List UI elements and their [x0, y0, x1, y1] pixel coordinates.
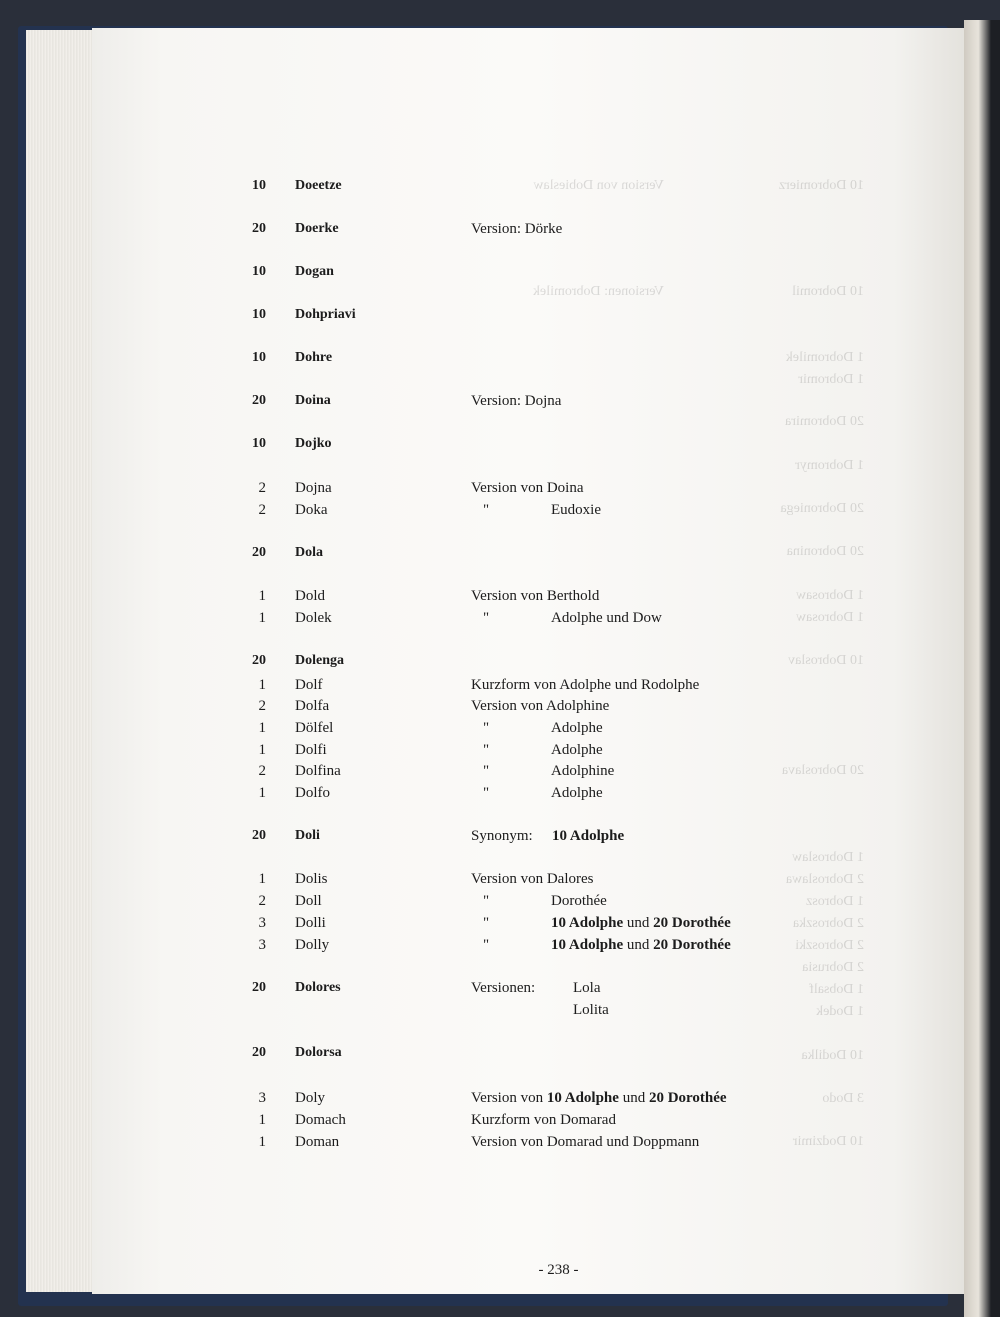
entry-row [0, 218, 1000, 240]
entry-number: 1 [258, 785, 266, 801]
entry-number: 1 [258, 720, 266, 736]
entry-name: Dolly [295, 937, 330, 953]
entry-name: Dolf [295, 677, 323, 693]
entry-row [0, 542, 1000, 564]
entry-number: 1 [258, 1112, 266, 1128]
entry-row [0, 175, 1000, 197]
entry-row [0, 1131, 1000, 1153]
entry-number: 20 [252, 221, 266, 236]
entry-row [0, 717, 1000, 739]
reference-part: 20 Dorothée [648, 1090, 727, 1106]
ditto-mark: " [483, 893, 490, 909]
reference-part: 20 Dorothée [653, 937, 731, 953]
entry-number: 1 [258, 588, 266, 604]
ditto-mark: " [483, 742, 490, 758]
entry-description: Version: Dörke [471, 221, 563, 237]
reference-part: und [618, 1090, 649, 1106]
entry-reference: Adolphe [551, 720, 603, 736]
reference-part: 10 Adolphe [551, 915, 624, 931]
ditto-mark: " [483, 763, 490, 779]
entry-number: 1 [258, 1134, 266, 1150]
reference-part: 10 Adolphe [551, 937, 624, 953]
entry-row [0, 261, 1000, 283]
entry-number: 2 [258, 502, 266, 518]
entry-name: Dojko [295, 436, 332, 451]
entry-description: Version von Dalores [471, 871, 594, 887]
entry-number: 1 [258, 677, 266, 693]
entry-row [0, 674, 1000, 696]
entry-name: Dojna [295, 480, 332, 496]
entry-description: Version von Adolphine [471, 698, 610, 714]
entry-reference: Adolphine [551, 763, 615, 779]
entry-number: 3 [258, 915, 266, 931]
entry-name: Dolek [295, 610, 332, 626]
entry-name: Dohpriavi [295, 307, 356, 322]
entry-name: Doina [295, 393, 331, 408]
reference-part: 10 Adolphe [546, 1090, 619, 1106]
entry-row [0, 977, 1000, 1018]
reference-part: Version von [471, 1090, 547, 1106]
entry-name: Dohre [295, 350, 333, 365]
entry-number: 20 [252, 828, 266, 843]
entry-label: Versionen: [471, 980, 536, 996]
entry-name: Dolfa [295, 698, 330, 714]
entry-row [0, 890, 1000, 912]
entry-reference [551, 912, 731, 934]
entry-reference [551, 934, 731, 956]
entry-description: Kurzform von Adolphe und Rodolphe [471, 677, 700, 693]
entry-number: 10 [252, 350, 266, 365]
ditto-mark: " [483, 785, 490, 801]
entry-row [0, 585, 1000, 607]
entry-name: Dolfina [295, 763, 341, 779]
entry-name: Doli [295, 828, 320, 843]
entry-number: 1 [258, 610, 266, 626]
entry-name: Dold [295, 588, 325, 604]
reference-part: 20 Dorothée [653, 915, 731, 931]
entry-number: 3 [258, 937, 266, 953]
entry-name: Domach [295, 1112, 346, 1128]
entry-description: Version: Dojna [471, 393, 562, 409]
entry-row [0, 390, 1000, 412]
entry-number: 1 [258, 742, 266, 758]
entry-name: Doly [295, 1090, 325, 1106]
entry-name: Dolfo [295, 785, 330, 801]
entry-row [0, 477, 1000, 499]
entry-reference: Adolphe und Dow [551, 610, 662, 626]
entry-number: 10 [252, 264, 266, 279]
entry-row [0, 433, 1000, 455]
entry-number: 2 [258, 893, 266, 909]
entry-description: Version von Berthold [471, 588, 600, 604]
entry-description: Version von Domarad und Doppmann [471, 1134, 700, 1150]
version-value: Lola [573, 980, 601, 996]
entry-number: 10 [252, 307, 266, 322]
ditto-mark: " [483, 720, 490, 736]
reference-part: und [623, 915, 654, 931]
entry-name: Dolores [295, 980, 341, 995]
entry-reference [471, 1087, 727, 1109]
entry-number: 10 [252, 178, 266, 193]
entry-reference: Adolphe [551, 785, 603, 801]
entry-row [0, 650, 1000, 672]
entry-row [0, 607, 1000, 629]
ditto-mark: " [483, 915, 490, 931]
entry-name: Doka [295, 502, 328, 518]
entry-number: 10 [252, 436, 266, 451]
entry-number: 2 [258, 480, 266, 496]
entry-label: Synonym: [471, 828, 533, 844]
entry-reference: Eudoxie [551, 502, 601, 518]
ditto-mark: " [483, 610, 490, 626]
entry-reference: Adolphe [551, 742, 603, 758]
entry-name: Dogan [295, 264, 334, 279]
entry-number: 2 [258, 763, 266, 779]
entry-description: Kurzform von Domarad [471, 1112, 616, 1128]
entry-row [0, 739, 1000, 761]
entry-number: 20 [252, 980, 266, 995]
entry-row [0, 347, 1000, 369]
entry-name: Dölfel [295, 720, 334, 736]
entry-number: 20 [252, 1045, 266, 1060]
entry-name: Doman [295, 1134, 340, 1150]
entry-name: Doeetze [295, 178, 342, 193]
entry-row [0, 1042, 1000, 1064]
entry-description: Version von Doina [471, 480, 584, 496]
entry-row [0, 695, 1000, 717]
entry-row [0, 760, 1000, 782]
entry-name: Dolenga [295, 653, 344, 668]
entry-row [0, 1087, 1000, 1109]
entry-reference: Dorothée [551, 893, 607, 909]
entry-row [0, 1109, 1000, 1131]
entry-row [0, 934, 1000, 956]
entry-number: 20 [252, 545, 266, 560]
entry-name: Dolli [295, 915, 326, 931]
entry-number: 20 [252, 393, 266, 408]
entry-row [0, 868, 1000, 890]
version-value: Lolita [573, 1002, 609, 1018]
entry-row [0, 825, 1000, 847]
entry-row [0, 912, 1000, 934]
entry-number: 3 [258, 1090, 266, 1106]
ditto-mark: " [483, 502, 490, 518]
entry-name: Dolfi [295, 742, 327, 758]
synonym-value: 10 Adolphe [552, 828, 625, 844]
reference-part: und [623, 937, 654, 953]
entry-row [0, 499, 1000, 521]
ditto-mark: " [483, 937, 490, 953]
entry-name: Dola [295, 545, 323, 560]
entry-number: 1 [258, 871, 266, 887]
entry-name: Doll [295, 893, 322, 909]
entry-row [0, 782, 1000, 804]
entry-name: Dolis [295, 871, 328, 887]
entry-number: 20 [252, 653, 266, 668]
entry-row [0, 304, 1000, 326]
entry-name: Doerke [295, 221, 339, 236]
entry-number: 2 [258, 698, 266, 714]
entry-name: Dolorsa [295, 1045, 342, 1060]
page-number: - 238 - [538, 1262, 579, 1278]
